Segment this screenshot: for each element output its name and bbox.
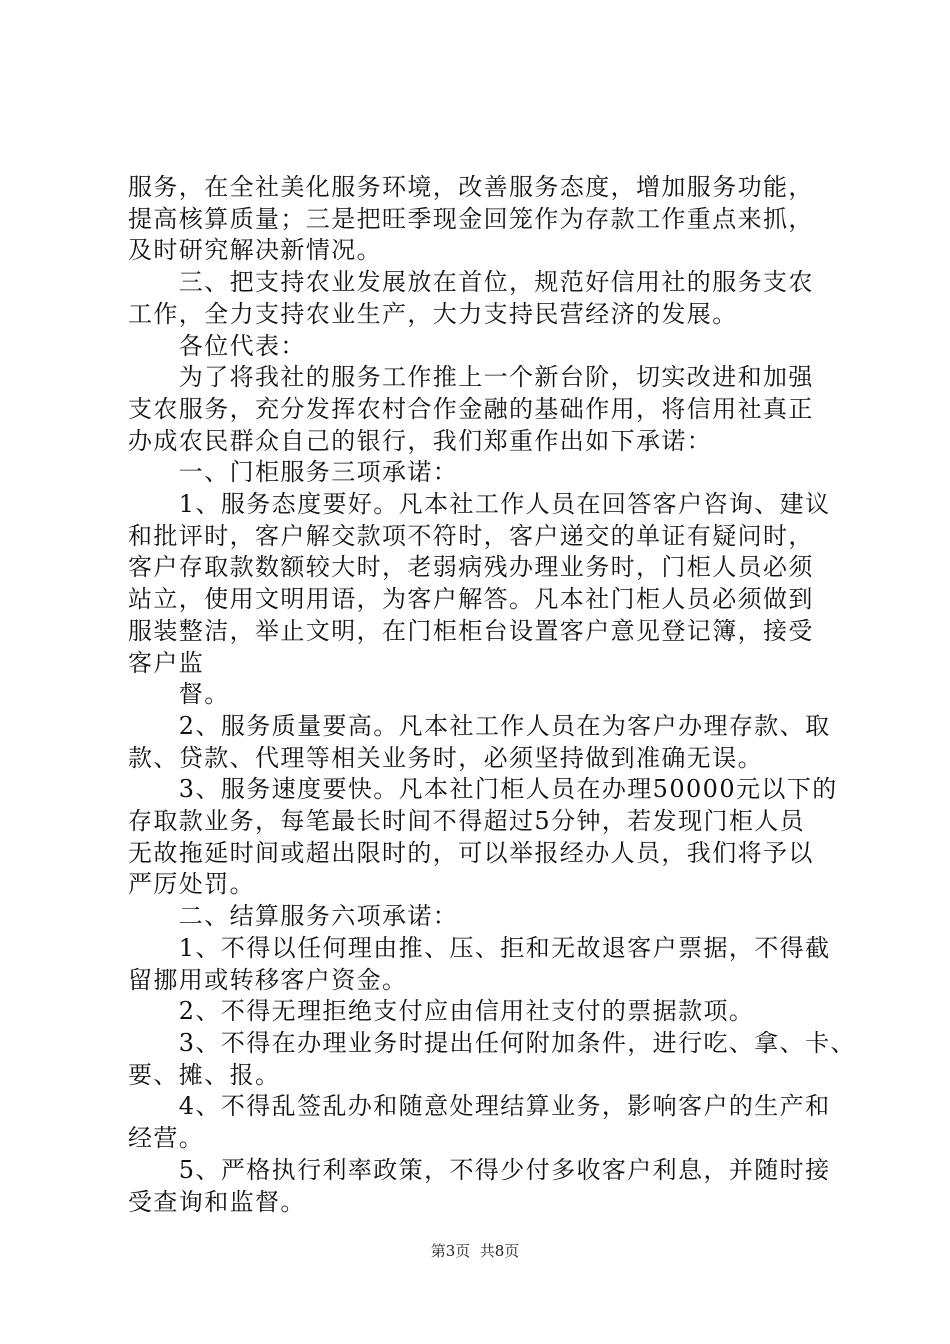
text-line: 存取款业务，每笔最长时间不得超过5分钟，若发现门柜人员: [128, 807, 806, 836]
text-line: 5、严格执行利率政策，不得少付多收客户利息，并随时接: [128, 1155, 831, 1184]
text-line: 4、不得乱签乱办和随意处理结算业务，影响客户的生产和: [128, 1092, 831, 1121]
text-line: 2、不得无理拒绝支付应由信用社支付的票据款项。: [128, 997, 755, 1026]
text-line: 3、服务速度要快。凡本社门柜人员在办理50000元以下的: [128, 775, 838, 804]
text-line: 服务，在全社美化服务环境，改善服务态度，增加服务功能，: [128, 173, 814, 201]
text-line: 2、服务质量要高。凡本社工作人员在为客户办理存款、取: [128, 711, 831, 740]
text-line: 严厉处罚。: [128, 870, 255, 899]
text-line: 工作，全力支持农业生产，大力支持民营经济的发展。: [128, 299, 738, 328]
text-line: 3、不得在办理业务时提出任何附加条件，进行吃、拿、卡、: [128, 1028, 856, 1057]
document-body: [128, 172, 856, 1218]
text-line: 1、不得以任何理由推、压、拒和无故退客户票据，不得截: [128, 933, 831, 962]
text-line: 无故拖延时间或超出限时的，可以举报经办人员，我们将予以: [128, 838, 814, 867]
text-line: 为了将我社的服务工作推上一个新台阶，切实改进和加强: [128, 363, 814, 392]
text-line: 要、摊、报。: [128, 1060, 281, 1089]
text-line: 三、把支持农业发展放在首位，规范好信用社的服务支农: [128, 268, 814, 297]
text-line: 客户存取款数额较大时，老弱病残办理业务时，门柜人员必须: [128, 553, 814, 582]
text-line: 各位代表：: [128, 331, 306, 360]
text-line: 款、贷款、代理等相关业务时，必须坚持做到准确无误。: [128, 743, 763, 772]
text-line: 客户监: [128, 648, 205, 677]
text-line: 留挪用或转移客户资金。: [128, 965, 408, 994]
text-line: 一、门柜服务三项承诺：: [128, 458, 459, 487]
text-line: 督。: [128, 680, 230, 709]
text-line: 经营。: [128, 1124, 205, 1153]
text-line: 站立，使用文明用语，为客户解答。凡本社门柜人员必须做到: [128, 585, 814, 614]
text-line: 支农服务，充分发挥农村合作金融的基础作用，将信用社真正: [128, 394, 814, 423]
text-line: 提高核算质量；三是把旺季现金回笼作为存款工作重点来抓，: [128, 204, 814, 233]
text-line: 和批评时，客户解交款项不符时，客户递交的单证有疑问时，: [128, 521, 814, 550]
text-line: 1、服务态度要好。凡本社工作人员在回答客户咨询、建议: [128, 490, 831, 519]
text-line: 及时研究解决新情况。: [128, 236, 382, 265]
text-line: 办成农民群众自己的银行，我们郑重作出如下承诺：: [128, 426, 713, 455]
text-line: 受查询和监督。: [128, 1187, 306, 1216]
text-line: 服装整洁，举止文明，在门柜柜台设置客户意见登记簿，接受: [128, 616, 814, 645]
text-line: 二、结算服务六项承诺：: [128, 902, 459, 931]
page-number-footer: 第3页 共8页: [430, 1242, 520, 1260]
